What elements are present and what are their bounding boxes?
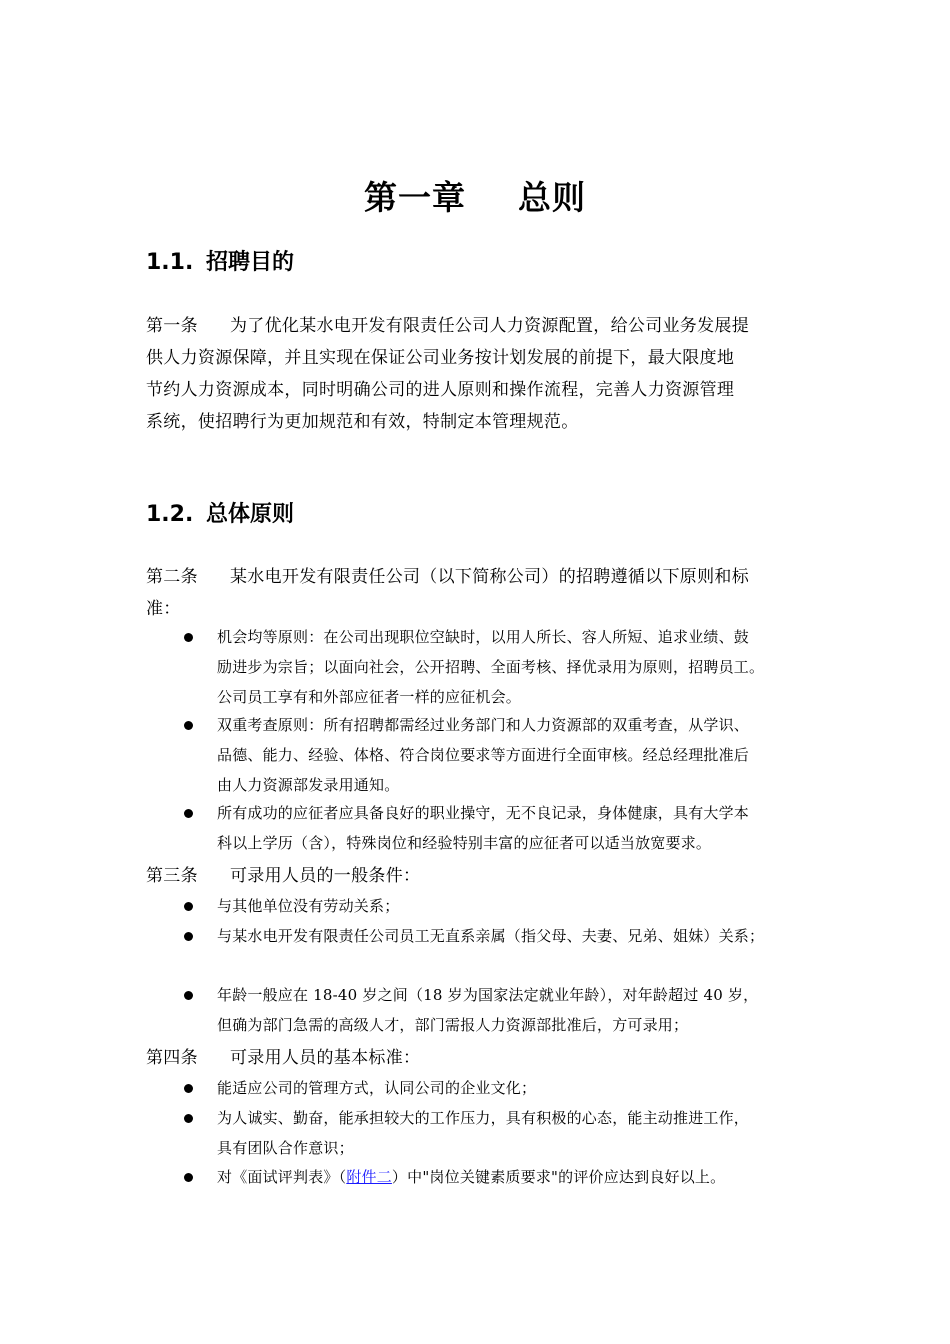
list-item-line: 能适应公司的管理方式，认同公司的企业文化； xyxy=(217,1079,537,1097)
section-number: 1.1. xyxy=(146,250,194,275)
section-number: 1.2. xyxy=(146,502,194,527)
list-item-line: 与其他单位没有劳动关系； xyxy=(217,897,400,915)
line-text: 对《面试评判表》（ xyxy=(217,1168,347,1186)
chapter-title xyxy=(0,172,950,219)
bullet-icon xyxy=(181,988,195,1002)
article-heading-standards xyxy=(146,1043,420,1068)
bullet-icon xyxy=(181,718,195,732)
article-heading-conditions xyxy=(146,861,420,886)
section-title: 招聘目的 xyxy=(206,250,295,275)
list-item-line: 双重考查原则：所有招聘都需经过业务部门和人力资源部的双重考查，从学识、 xyxy=(217,716,750,734)
article-label: 第四条 xyxy=(146,1048,198,1068)
chapter-name: 总则 xyxy=(518,178,586,217)
paragraph-line: 系统，使招聘行为更加规范和有效，特制定本管理规范。 xyxy=(146,412,579,432)
list-item-line: 但确为部门急需的高级人才，部门需报人力资源部批准后，方可录用； xyxy=(217,1016,689,1034)
paragraph-line: 节约人力资源成本，同时明确公司的进人原则和操作流程，完善人力资源管理 xyxy=(146,380,735,400)
list-item-line: 由人力资源部发录用通知。 xyxy=(217,776,400,794)
bullet-icon xyxy=(181,630,195,644)
section-heading-principles xyxy=(146,497,294,528)
list-item-line: 品德、能力、经验、体格、符合岗位要求等方面进行全面审核。经总经理批准后 xyxy=(217,746,750,764)
chapter-label: 第一章 xyxy=(364,178,466,217)
bullet-icon xyxy=(181,1111,195,1125)
article-label: 第二条 xyxy=(146,567,198,587)
paragraph-line: 准： xyxy=(146,599,181,619)
paragraph-line: 供人力资源保障，并且实现在保证公司业务按计划发展的前提下，最大限度地 xyxy=(146,348,735,368)
appendix-link[interactable]: 附件二 xyxy=(346,1168,392,1186)
line-text: 为了优化某水电开发有限责任公司人力资源配置，给公司业务发展提 xyxy=(230,316,749,336)
bullet-icon xyxy=(181,1170,195,1184)
list-item-line: 励进步为宗旨；以面向社会，公开招聘、全面考核、择优录用为原则，招聘员工。 xyxy=(217,658,765,676)
article-label: 第三条 xyxy=(146,866,198,886)
article-label: 第一条 xyxy=(146,316,198,336)
list-item-line: 为人诚实、勤奋，能承担较大的工作压力，具有积极的心态，能主动推进工作， xyxy=(217,1109,750,1127)
list-item-line: 年龄一般应在 18-40 岁之间（18 岁为国家法定就业年龄），对年龄超过 40 岁， xyxy=(217,986,759,1004)
list-item-line: 所有成功的应征者应具备良好的职业操守，无不良记录，身体健康，具有大学本 xyxy=(217,804,750,822)
line-text: ）中"岗位关键素质要求"的评价应达到良好以上。 xyxy=(391,1168,726,1186)
bullet-icon xyxy=(181,806,195,820)
bullet-icon xyxy=(181,1081,195,1095)
list-item-line: 公司员工享有和外部应征者一样的应征机会。 xyxy=(217,688,522,706)
bullet-icon xyxy=(181,899,195,913)
bullet-icon xyxy=(181,929,195,943)
section-heading-purpose xyxy=(146,245,294,276)
list-item-line: 机会均等原则：在公司出现职位空缺时，以用人所长、容人所短、追求业绩、鼓 xyxy=(217,628,750,646)
list-item-line: 具有团队合作意识； xyxy=(217,1139,354,1157)
list-item-line: 与某水电开发有限责任公司员工无直系亲属（指父母、夫妻、兄弟、姐妹）关系； xyxy=(217,927,765,945)
list-item-line xyxy=(217,1166,725,1187)
section-title: 总体原则 xyxy=(206,502,295,527)
paragraph-line xyxy=(146,562,749,587)
article-text: 可录用人员的一般条件： xyxy=(230,866,421,886)
list-item-line: 科以上学历（含），特殊岗位和经验特别丰富的应征者可以适当放宽要求。 xyxy=(217,834,712,852)
line-text: 某水电开发有限责任公司（以下简称公司）的招聘遵循以下原则和标 xyxy=(230,567,749,587)
article-text: 可录用人员的基本标准： xyxy=(230,1048,421,1068)
paragraph-line xyxy=(146,311,749,336)
